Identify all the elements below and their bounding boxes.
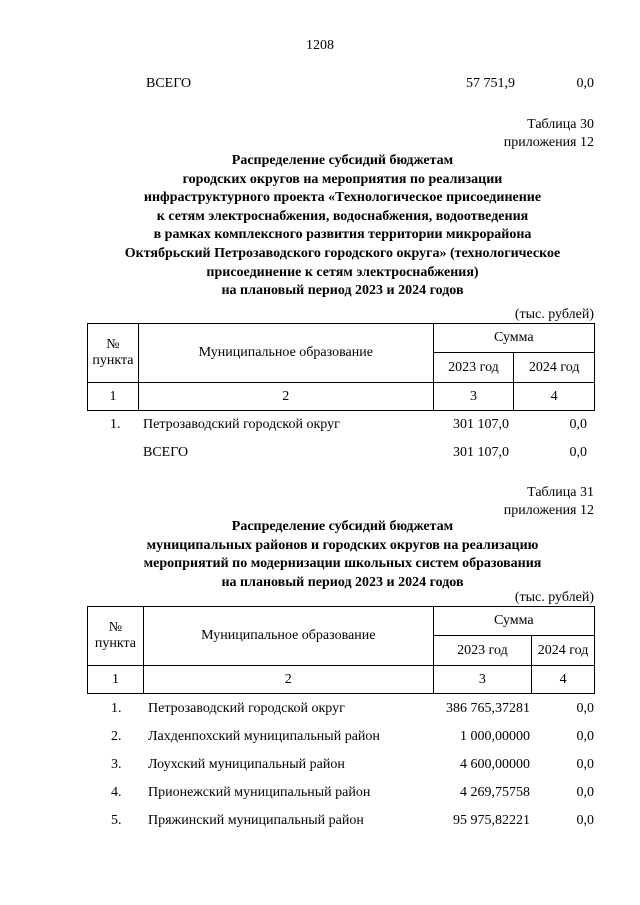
col-index-1: 1 xyxy=(88,666,144,694)
total-2024: 0,0 xyxy=(576,76,594,91)
title-line: инфраструктурного проекта «Технологическое присоединение xyxy=(143,190,542,206)
col-index-2: 2 xyxy=(143,666,433,694)
title-line: присоединение к сетям электроснабжения) xyxy=(206,264,479,280)
total-2023: 57 751,9 xyxy=(466,76,515,91)
table-row xyxy=(0,813,640,831)
col-index-4: 4 xyxy=(532,666,595,694)
row-num: 2. xyxy=(111,729,122,744)
table31-title xyxy=(80,518,605,592)
title-line: городских округов на мероприятия по реализации xyxy=(182,171,503,187)
row-name: ВСЕГО xyxy=(143,445,189,460)
table30-caption xyxy=(504,116,594,152)
row-2024: 0,0 xyxy=(576,701,594,716)
table-row xyxy=(0,785,640,803)
col-index-2: 2 xyxy=(138,383,433,411)
header-2024: 2024 год xyxy=(532,636,595,666)
table31-caption xyxy=(504,484,594,520)
page-number: 1208 xyxy=(306,38,334,53)
total-label: ВСЕГО xyxy=(146,76,192,91)
row-name: Петрозаводский городской округ xyxy=(143,417,340,432)
row-2023: 1 000,00000 xyxy=(460,729,530,744)
row-2024: 0,0 xyxy=(576,785,594,800)
row-2024: 0,0 xyxy=(576,729,594,744)
title-line: на плановый период 2023 и 2024 годов xyxy=(221,283,464,299)
table-row xyxy=(0,757,640,775)
table30-caption-number: Таблица 30 xyxy=(527,117,594,132)
col-index-1: 1 xyxy=(88,383,139,411)
table-row xyxy=(0,729,640,747)
header-name: Муниципальное образование xyxy=(138,324,433,383)
table-row xyxy=(0,445,640,463)
row-2023: 301 107,0 xyxy=(453,417,509,432)
header-sum: Сумма xyxy=(433,607,594,636)
table30-caption-appendix: приложения 12 xyxy=(503,135,594,150)
header-2023: 2023 год xyxy=(433,636,532,666)
table31-caption-number: Таблица 31 xyxy=(527,485,594,500)
row-2023: 95 975,82221 xyxy=(453,813,530,828)
row-name: Прионежский муниципальный район xyxy=(148,785,371,800)
row-2023: 4 600,00000 xyxy=(460,757,530,772)
title-line: Распределение субсидий бюджетам xyxy=(231,519,454,534)
header-num: № пункта xyxy=(88,324,139,383)
row-2024: 0,0 xyxy=(576,757,594,772)
row-num: 4. xyxy=(111,785,122,800)
header-sum: Сумма xyxy=(433,324,594,353)
title-line: к сетям электроснабжения, водоснабжения, водоотведения xyxy=(156,208,529,224)
row-2024: 0,0 xyxy=(576,813,594,828)
row-num: 3. xyxy=(111,757,122,772)
row-name: Лоухский муниципальный район xyxy=(148,757,345,772)
row-2023: 386 765,37281 xyxy=(446,701,530,716)
header-name: Муниципальное образование xyxy=(143,607,433,666)
header-2024: 2024 год xyxy=(514,353,595,383)
title-line: муниципальных районов и городских округов на реализацию xyxy=(146,537,539,553)
row-2023: 4 269,75758 xyxy=(460,785,530,800)
table31-header xyxy=(87,606,595,694)
title-line: Октябрьский Петрозаводского городского округа» (технологическое xyxy=(124,245,561,261)
table30-title xyxy=(80,152,605,301)
row-name: Лахденпохский муниципальный район xyxy=(148,729,380,744)
title-line: Распределение субсидий бюджетам xyxy=(231,153,454,168)
row-num: 5. xyxy=(111,813,122,828)
col-index-3: 3 xyxy=(433,383,514,411)
row-num: 1. xyxy=(110,417,121,432)
table-row xyxy=(0,417,640,435)
row-name: Пряжинский муниципальный район xyxy=(148,813,364,828)
header-num: № пункта xyxy=(88,607,144,666)
header-2023: 2023 год xyxy=(433,353,514,383)
table30-header xyxy=(87,323,595,411)
row-num: 1. xyxy=(111,701,122,716)
row-name: Петрозаводский городской округ xyxy=(148,701,345,716)
title-line: мероприятий по модернизации школьных систем образования xyxy=(143,556,542,572)
row-2024: 0,0 xyxy=(569,445,587,460)
title-line: на плановый период 2023 и 2024 годов xyxy=(221,574,464,590)
col-index-4: 4 xyxy=(514,383,595,411)
title-line: в рамках комплексного развития территории микрорайона xyxy=(153,227,532,243)
row-2024: 0,0 xyxy=(569,417,587,432)
previous-table-total-row xyxy=(0,76,640,94)
table-row xyxy=(0,701,640,719)
table31-units: (тыс. рублей) xyxy=(514,590,594,605)
row-2023: 301 107,0 xyxy=(453,445,509,460)
table31-caption-appendix: приложения 12 xyxy=(503,503,594,518)
col-index-3: 3 xyxy=(433,666,532,694)
table30-units: (тыс. рублей) xyxy=(514,307,594,322)
